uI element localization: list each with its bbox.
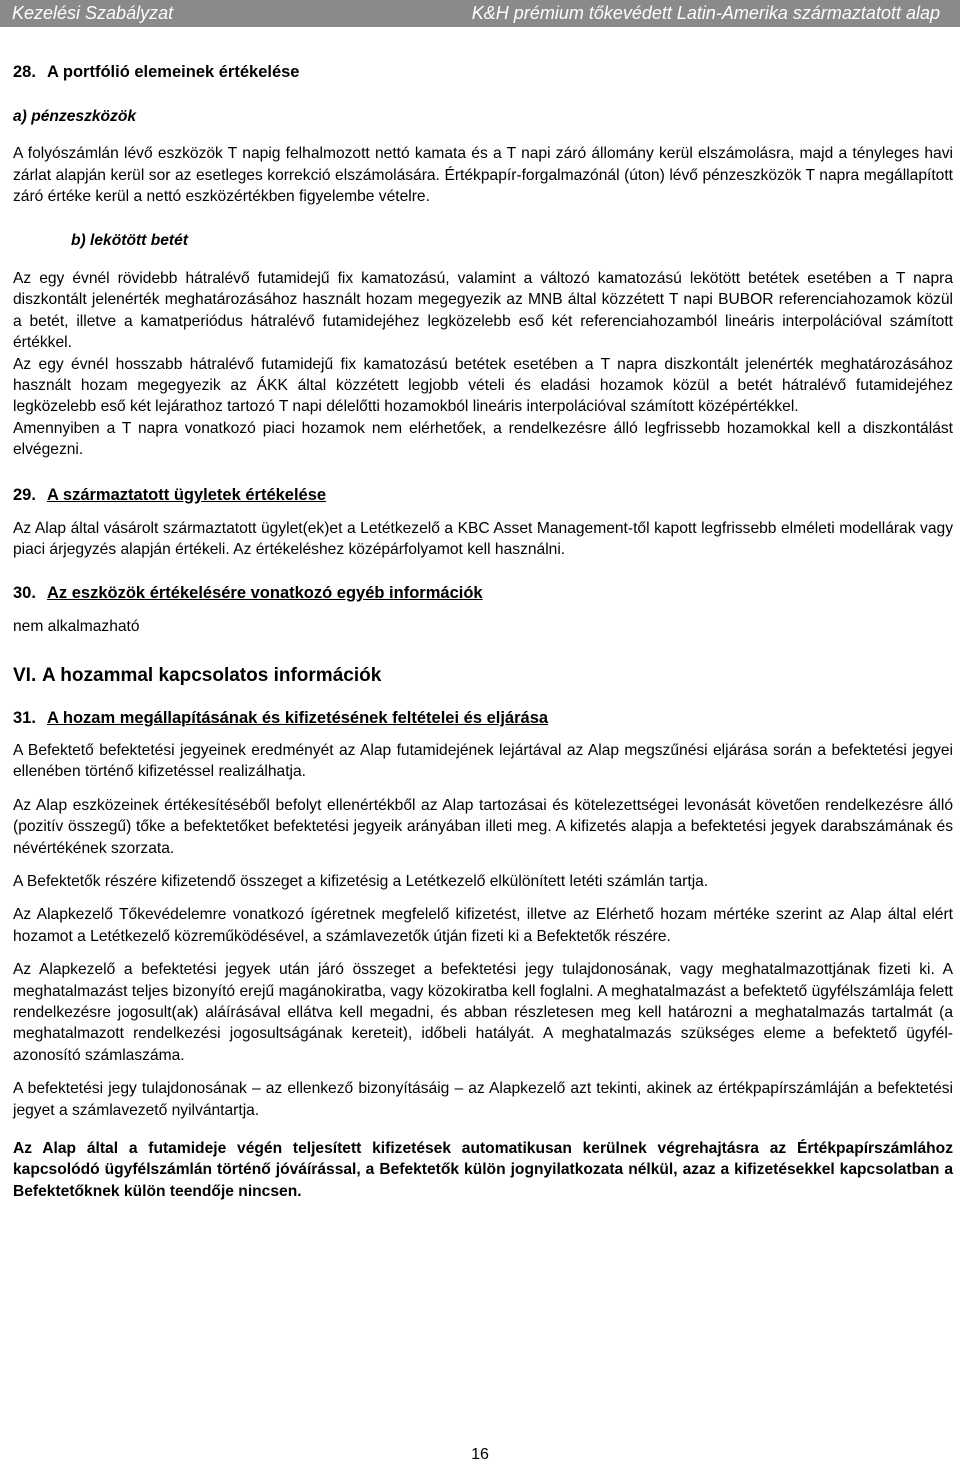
subsection-b-paragraph-1: Az egy évnél rövidebb hátralévő futamidejű fix kamatozású, valamint a változó kamatozású lekötött betétek esetében a T napra diszkontált jelenérték meghatározásához használt hozam megegyezik az MNB által közzétett T napi BUBOR referenciahozamok közül a betét, illetve a kamatperiódus hátralévő futamidejéhez legközelebb eső két referenciahozamból lineáris interpolációval számított értékkel. — [13, 270, 953, 352]
header-document-title: Kezelési Szabályzat — [12, 3, 174, 23]
section-28-number: 28. — [13, 63, 36, 81]
subsection-b-paragraph-3: Amennyiben a T napra vonatkozó piaci hozamok nem elérhetőek, a rendelkezésre álló legfrissebb hozamokkal kell a diszkontálást elvégezni. — [13, 419, 953, 459]
subsection-a-paragraph: A folyószámlán lévő eszközök T napig felhalmozott nettó kamata és a T napi záró állomány kerül elszámolásra, majd a tényleges havi zárlat alapján kerül sor az esetleges korrekció elszámolására. Értékpapír-forgalmazónál (úton) lévő pénzeszközök T napra megállapított záró értéke kerül a nettó eszközértékben figyelembe vételre. — [13, 145, 953, 206]
section-28-heading — [13, 62, 953, 83]
subsection-b-paragraph-2: Az egy évnél hosszabb hátralévő futamidejű fix kamatozású betétek esetében a T napra diszkontált jelenérték meghatározásához használt hozam megegyezik az ÁKK által közzétett legjobb vételi és eladási hozamok közül a betét hátralévő futamidejéhez legközelebb eső két lejárathoz tartozó T napi délelőtti hozamokból lineáris interpolációval számított középértékkel. — [13, 355, 953, 416]
section-31-paragraph-2: Az Alap eszközeinek értékesítéséből befolyt ellenértékből az Alap tartozásai és kötelezettségei levonását követően rendelkezésre álló (pozitív összegű) tőke a befektetőket befektetési jegyeik arányában illeti meg. A kifizetés alapja a befektetési jegyek darabszámának és névértékének szorzata. — [13, 796, 953, 857]
section-31-title: A hozam megállapításának és kifizetésének feltételei és eljárása — [47, 708, 549, 727]
page-content — [13, 62, 953, 1202]
subsection-b-heading: b) lekötött betét — [71, 231, 188, 249]
section-31-paragraph-3: A Befektetők részére kifizetendő összeget a kifizetésig a Letétkezelő elkülönített letéti számlán tartja. — [13, 872, 709, 890]
section-31-paragraph-4: Az Alapkezelő Tőkevédelemre vonatkozó ígéretnek megfelelő kifizetést, illetve az Elérhető hozam mértéke szerint az Alap által elért hozamot a Letétkezelő közreműködésével, a számlavezetők útján fizeti ki a Befektetők részére. — [13, 906, 953, 945]
section-31-paragraph-7: Az Alap által a futamideje végén teljesített kifizetések automatikusan kerülnek végrehajtásra az Értékpapírszámlához kapcsolódó ügyfélszámlán történő jóváírással, a Befektetők külön jognyilatkozata nélkül, azaz a kifizetésekkel kapcsolatban a Befektetőknek külön teendője nincsen. — [13, 1140, 953, 1200]
part-vi-number: VI. — [13, 664, 37, 686]
section-28-title: A portfólió elemeinek értékelése — [47, 63, 300, 81]
header-fund-name: K&H prémium tőkevédett Latin-Amerika származtatott alap — [471, 3, 940, 23]
section-30-heading — [13, 583, 953, 604]
section-31-heading — [13, 708, 953, 729]
section-29-number: 29. — [13, 485, 36, 504]
section-30-number: 30. — [13, 583, 36, 602]
running-header — [0, 0, 960, 27]
part-vi-title: A hozammal kapcsolatos információk — [42, 664, 382, 686]
section-30-title: Az eszközök értékelésére vonatkozó egyéb információk — [47, 583, 483, 602]
section-30-paragraph: nem alkalmazható — [13, 617, 140, 635]
section-29-heading — [13, 485, 953, 506]
section-29-paragraph: Az Alap által vásárolt származtatott ügylet(ek)et a Letétkezelő a KBC Asset Management-től kapott legfrissebb elméleti modellárak vagy piaci árjegyzés alapján értékeli. Az értékeléshez középárfolyamot kell használni. — [13, 519, 953, 559]
part-vi-heading — [13, 664, 953, 688]
section-31-paragraph-1: A Befektető befektetési jegyeinek eredményét az Alap futamidejének lejártával az Alap megszűnési eljárása során a befektetési jegyei ellenében történő kifizetéssel realizálhatja. — [13, 741, 953, 781]
section-31-paragraph-5: Az Alapkezelő a befektetési jegyek után járó összeget a befektetési jegy tulajdonosának, vagy meghatalmazottjának fizeti ki. A meghatalmazást teljes bizonyító erejű magánokiratba, vagy közokiratba kell foglalni. A meghatalmazást a befektető ügyfélszámlája felett rendelkezésre jogosult(ak) aláírásával ellátva kell megadni, és abban részletesen meg kell határozni a meghatalmazás tartalmát (a meghatalmazott rendelkezési jogosultságának kereteit), időbeli hatályát. A meghatalmazás szükséges eleme a befektető ügyfél-azonosító számlaszáma. — [13, 961, 953, 1064]
page-number: 16 — [471, 1446, 489, 1463]
section-31-number: 31. — [13, 708, 36, 727]
section-29-title: A származtatott ügyletek értékelése — [47, 485, 327, 504]
section-31-paragraph-6: A befektetési jegy tulajdonosának – az ellenkező bizonyításáig – az Alapkezelő azt tekinti, akinek az értékpapírszámláján a befektetési jegyet a számlavezető nyilvántartja. — [13, 1080, 953, 1119]
subsection-a-heading: a) pénzeszközök — [13, 108, 137, 125]
